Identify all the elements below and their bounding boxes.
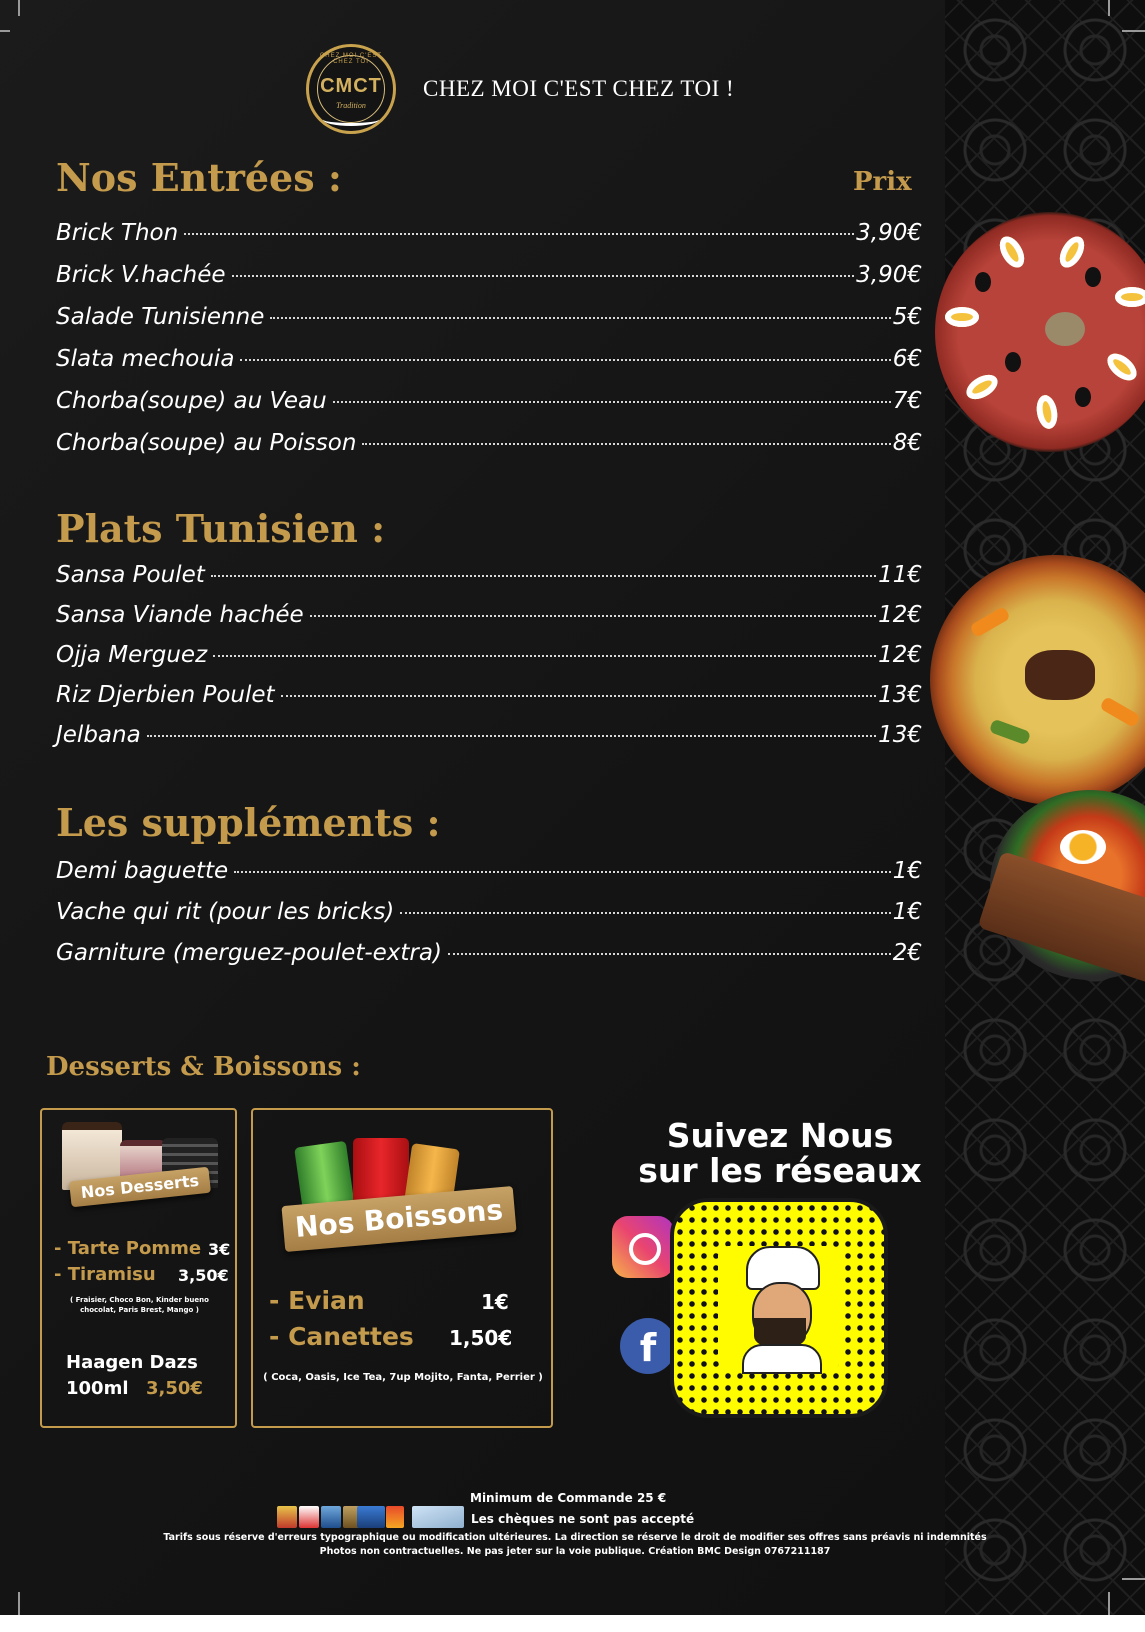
haagen-dazs-price: 3,50€: [146, 1378, 203, 1399]
crop-mark: [1108, 0, 1110, 16]
disclaimer-line2: Photos non contractuelles. Ne pas jeter sur la voie publique. Création BMC Design 0767211187: [319, 1546, 831, 1557]
facebook-icon[interactable]: f: [620, 1318, 676, 1374]
menu-item: Garniture (merguez-poulet-extra) 2€: [56, 940, 922, 966]
menu-item: Chorba(soupe) au Poisson 8€: [56, 430, 922, 456]
dessert-note: ( Fraisier, Choco Bon, Kinder bueno chocolat, Paris Brest, Mango ): [70, 1296, 209, 1314]
payment-card-icon: [321, 1506, 341, 1528]
price-header: Prix: [853, 167, 912, 197]
payment-card-icon: [277, 1506, 297, 1528]
boisson-item-price: 1,50€: [449, 1326, 513, 1350]
menu-item: Jelbana 13€: [56, 722, 922, 748]
desserts-boissons-title: Desserts & Boissons :: [46, 1052, 361, 1082]
logo-text: CMCT: [320, 75, 382, 97]
menu-item: Brick V.hachée 3,90€: [56, 262, 922, 288]
snapcode-qr[interactable]: [670, 1198, 888, 1418]
crop-mark: [1122, 1578, 1145, 1580]
entrees-list: [56, 220, 922, 472]
dessert-item-price: 3,50€: [178, 1266, 229, 1285]
cmct-logo: [306, 44, 396, 134]
payment-card-icon: [357, 1506, 385, 1528]
menu-item: Demi baguette 1€: [56, 858, 922, 884]
cheques-notice: Les chèques ne sont pas accepté: [471, 1512, 695, 1526]
entrees-title: Nos Entrées :: [56, 155, 342, 200]
boisson-note: ( Coca, Oasis, Ice Tea, 7up Mojito, Fanta, Perrier ): [263, 1372, 543, 1383]
menu-item: Vache qui rit (pour les bricks) 1€: [56, 899, 922, 925]
disclaimer-line1: Tarifs sous réserve d'erreurs typographique ou modification ultérieures. La direction se réserve le droit de modifier ses offres sans préavis ni indemnités: [163, 1532, 987, 1543]
plats-list: [56, 562, 922, 762]
chef-body: [742, 1344, 822, 1374]
haagen-dazs-name: Haagen Dazs: [66, 1352, 198, 1373]
menu-item: Salade Tunisienne 5€: [56, 304, 922, 330]
crop-mark: [0, 30, 10, 32]
snapcode-avatar: [718, 1246, 840, 1370]
logo-subtext: Tradition: [336, 101, 366, 110]
plats-title: Plats Tunisien :: [56, 506, 386, 551]
menu-item: Slata mechouia 6€: [56, 346, 922, 372]
desserts-tag: Nos Desserts: [69, 1167, 211, 1207]
supplements-title: Les suppléments :: [56, 800, 441, 845]
boisson-item-price: 1€: [481, 1290, 509, 1314]
menu-item: Ojja Merguez 12€: [56, 642, 922, 668]
payment-card-icon: [386, 1506, 404, 1528]
logo-swoosh: [323, 113, 379, 126]
crop-mark: [18, 1592, 20, 1615]
menu-item: Brick Thon 3,90€: [56, 220, 922, 246]
boissons-tag: Nos Boissons: [281, 1186, 516, 1252]
tagline: CHEZ MOI C'EST CHEZ TOI !: [423, 76, 735, 101]
instagram-icon[interactable]: [612, 1216, 674, 1278]
boissons-box: [251, 1108, 553, 1428]
haagen-dazs-size: 100ml: [66, 1378, 129, 1399]
dessert-item-name: - Tiramisu: [54, 1264, 156, 1285]
menu-item: Sansa Viande hachée 12€: [56, 602, 922, 628]
crop-mark: [1108, 1592, 1110, 1615]
menu-item: Sansa Poulet 11€: [56, 562, 922, 588]
logo-arc-text: CHEZ MOI C'EST CHEZ TOI: [319, 53, 383, 65]
menu-item: Chorba(soupe) au Veau 7€: [56, 388, 922, 414]
desserts-box: [40, 1108, 237, 1428]
social-title: [620, 1118, 940, 1188]
supplements-list: [56, 858, 922, 981]
payment-card-icon: [299, 1506, 319, 1528]
boisson-item-name: - Canettes: [269, 1322, 414, 1351]
crop-mark: [18, 0, 20, 16]
dessert-item-name: - Tarte Pomme: [54, 1238, 202, 1259]
minimum-order: Minimum de Commande 25 €: [470, 1491, 667, 1505]
menu-item: Riz Djerbien Poulet 13€: [56, 682, 922, 708]
social-title-line1: Suivez Nous: [666, 1116, 894, 1155]
boisson-item-name: - Evian: [269, 1286, 365, 1315]
social-title-line2: sur les réseaux: [638, 1151, 922, 1190]
dessert-item-price: 3€: [208, 1240, 231, 1259]
crop-mark: [1122, 30, 1145, 32]
cheque-crossed-icon: [412, 1506, 464, 1528]
